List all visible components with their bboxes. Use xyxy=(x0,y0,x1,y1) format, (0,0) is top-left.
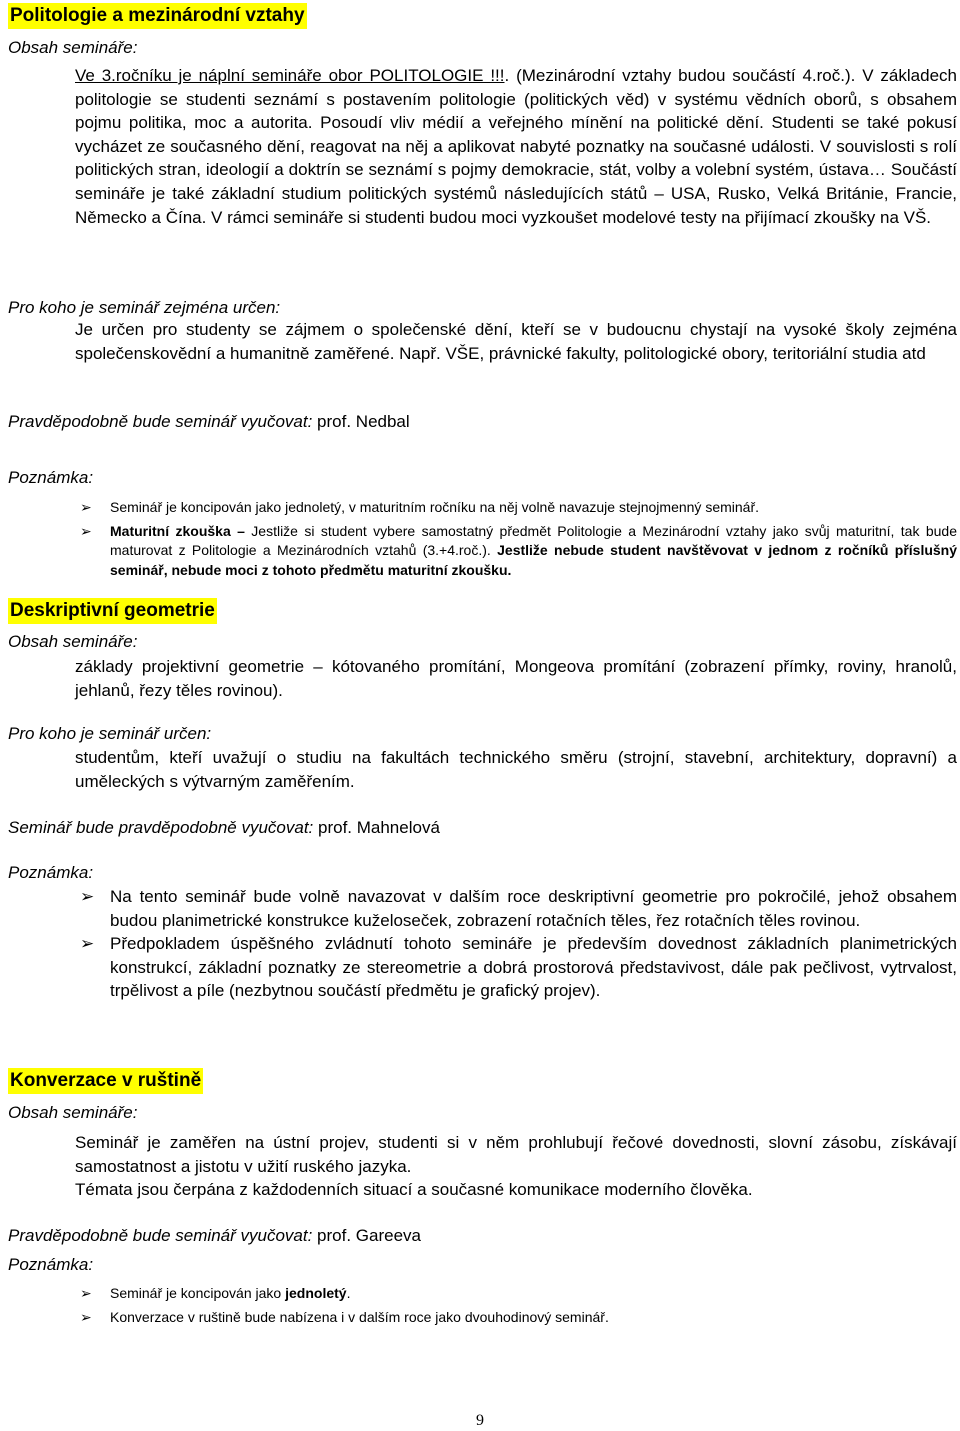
arrow-bullet-icon: ➢ xyxy=(80,1285,92,1301)
teacher-label: Pravděpodobně bude seminář vyučovat: xyxy=(8,412,313,431)
teacher-name: prof. Gareeva xyxy=(317,1226,421,1245)
list-item: ➢ Maturitní zkouška – Jestliže si student vybere samostatný předmět Politologie a Mezinárodní vztahy jako svůj maturitní, tak bude maturovat z Politologie a Mezinárodních vztahů (3.+4.roč.). Jestliže nebude student navštěvovat v jednom z ročníků příslušný seminář, nebude moci z tohoto předmětu maturitní zkoušku. xyxy=(80,522,958,578)
list-item: ➢ Konverzace v ruštině bude nabízena i v dalším roce jako dvouhodinový seminář. xyxy=(80,1308,957,1328)
content-underlined-text: Ve 3.ročníku je náplní semináře obor POLITOLOGIE !!! xyxy=(75,66,505,85)
arrow-bullet-icon: ➢ xyxy=(80,499,92,515)
content-label: Obsah semináře: xyxy=(8,632,138,651)
note-list xyxy=(80,498,957,584)
arrow-bullet-icon: ➢ xyxy=(80,1308,92,1325)
section-title-politologie: Politologie a mezinárodní vztahy xyxy=(8,3,307,29)
list-item: ➢ Seminář je koncipován jako jednoletý. xyxy=(80,1284,957,1304)
teacher-name: prof. Mahnelová xyxy=(318,818,440,837)
audience-label: Pro koho je seminář zejména určen: xyxy=(8,298,281,317)
teacher-line xyxy=(8,1224,421,1248)
section-title-deskriptivni-geometrie: Deskriptivní geometrie xyxy=(8,598,217,624)
content-label: Obsah semináře: xyxy=(8,38,138,57)
content-label: Obsah semináře: xyxy=(8,1103,138,1122)
audience-label: Pro koho je seminář určen: xyxy=(8,724,212,743)
arrow-bullet-icon: ➢ xyxy=(80,522,92,539)
section-title-konverzace-v-rustine: Konverzace v ruštině xyxy=(8,1068,203,1094)
teacher-line xyxy=(8,816,440,840)
teacher-label: Pravděpodobně bude seminář vyučovat: xyxy=(8,1226,313,1245)
list-item: ➢ Předpokladem úspěšného zvládnutí tohoto semináře je především dovednost základních planimetrických konstrukcí, základní poznatky ze stereometrie a dobrá prostorová představivost, dále pak pečlivost, vytrvalost, trpělivost a píle (nezbytnou součástí předmětu je grafický projev). xyxy=(80,934,957,1001)
note-list xyxy=(80,1284,957,1331)
arrow-bullet-icon: ➢ xyxy=(80,934,95,954)
note-list xyxy=(80,885,957,1003)
arrow-bullet-icon: ➢ xyxy=(80,887,95,906)
list-item: ➢ Na tento seminář bude volně navazovat v dalším roce deskriptivní geometrie pro pokročilé, jehož obsahem budou planimetrické konstrukce kuželoseček, zobrazení rotačních těles, řez rotačních těles rovinou. xyxy=(80,887,957,930)
content-paragraph: Seminář je zaměřen na ústní projev, studenti si v něm prohlubují řečové dovednosti, slovní zásobu, získávají samostatnost a jistotu v užití ruského jazyka. Témata jsou čerpána z každodenních situací a současné komunikace moderního člověka. xyxy=(75,1133,957,1200)
content-text: . (Mezinárodní vztahy budou součástí 4.roč.). V základech politologie se studenti seznámí s postavením politologie (politických věd) v systému vědních oborů, s obsahem pojmu politika, moc a autorita. Posoudí vliv médií a veřejného mínění na politické dění. Studenti se také pokusí vycházet ze současného dění, reagovat na něj a aplikovat nabyté poznatky na současné události. V souvislosti s rolí politických stran, ideologií a doktrín se seznámí s pojmy demokracie, stát, volby a volební systém, ústava… Součástí semináře je také základní studium politických systémů následujících států – USA, Rusko, Velká Británie, Francie, Německo a Čína. V rámci semináře si studenti budou moci vyzkoušet modelové testy na přijímací zkoušky na VŠ. xyxy=(75,66,957,227)
teacher-line xyxy=(8,410,410,434)
page-number: 9 xyxy=(476,1412,484,1429)
note-label: Poznámka: xyxy=(8,863,94,882)
audience-paragraph: Je určen pro studenty se zájmem o společenské dění, kteří se v budoucnu chystají na vysoké školy zejména společenskovědní a humanitně zaměřené. Např. VŠE, právnické fakulty, politologické obory, teritoriální studia atd xyxy=(75,320,957,363)
teacher-label: Seminář bude pravděpodobně vyučovat: xyxy=(8,818,314,837)
audience-paragraph: studentům, kteří uvažují o studiu na fakultách technického směru (strojní, stavební, architektury, dopravní) a uměleckých s výtvarným zaměřením. xyxy=(75,748,957,791)
content-paragraph xyxy=(75,64,957,229)
note-label: Poznámka: xyxy=(8,1255,94,1274)
content-paragraph: základy projektivní geometrie – kótovaného promítání, Mongeova promítání (zobrazení přímky, roviny, hranolů, jehlanů, řezy těles rovinou). xyxy=(75,657,957,700)
list-item: ➢ Seminář je koncipován jako jednoletý, v maturitním ročníku na něj volně navazuje stejnojmenný seminář. xyxy=(80,498,957,518)
note-label: Poznámka: xyxy=(8,468,94,487)
teacher-name: prof. Nedbal xyxy=(317,412,410,431)
